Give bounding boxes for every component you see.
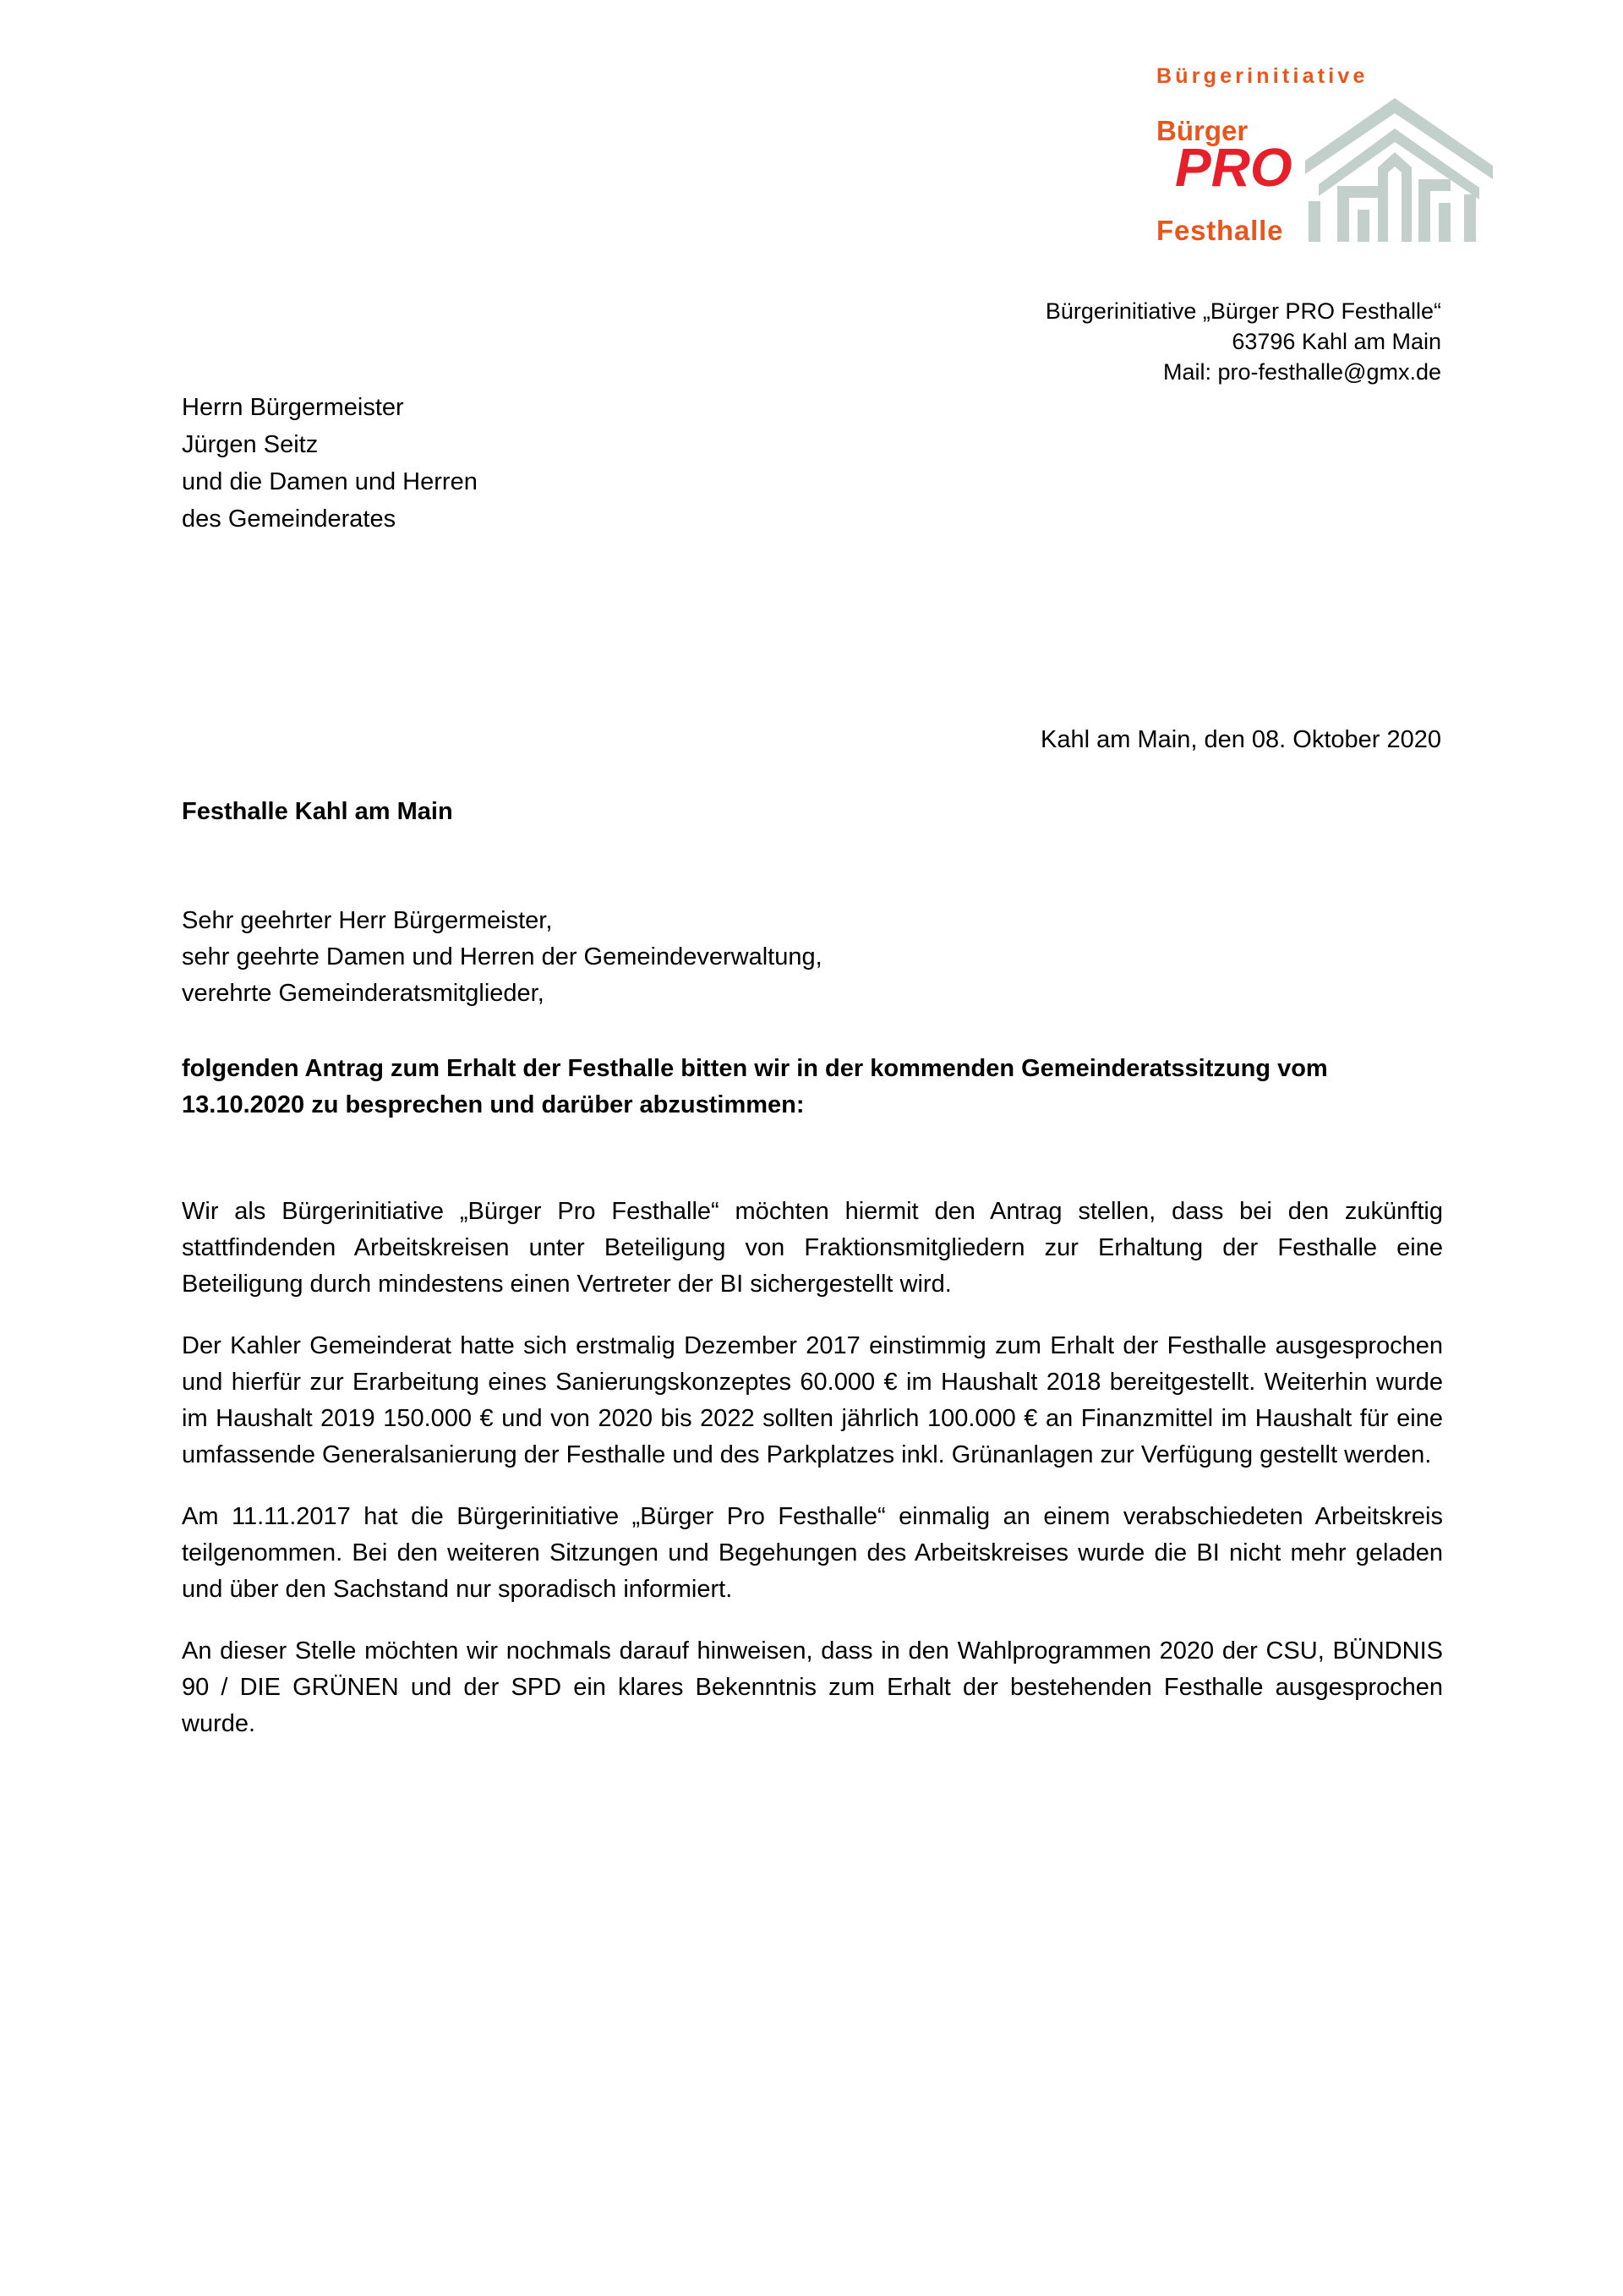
body-paragraph-3: Am 11.11.2017 hat die Bürgerinitiative „Bürger Pro Festhalle“ einmalig an einem verabschiedeten Arbeitskreis teilgenommen. Bei den weiteren Sitzungen und Begehungen des Arbeitskreises wurde die BI nicht mehr geladen und über den Sachstand nur sporadisch informiert. [182, 1503, 1443, 1603]
sender-line-mail: Mail: pro-festhalle@gmx.de [1162, 359, 1441, 385]
organisation-logo [1156, 66, 1495, 260]
salutation-line-1: Sehr geehrter Herr Bürgermeister, [182, 907, 553, 934]
sender-address [596, 296, 1441, 387]
body-paragraph-4: An dieser Stelle möchten wir nochmals darauf hinweisen, dass in den Wahlprogrammen 2020 der CSU, BÜNDNIS 90 / DIE GRÜNEN und der SPD ein klares Bekenntnis zum Erhalt der bestehenden Festhalle ausgesprochen wurde. [182, 1637, 1443, 1737]
salutation-line-2: sehr geehrte Damen und Herren der Gemeindeverwaltung, [182, 943, 822, 970]
salutation-line-3: verehrte Gemeinderatsmitglieder, [182, 980, 544, 1007]
recipient-line-title: Herrn Bürgermeister [182, 394, 404, 421]
letter-body [182, 1194, 1443, 1742]
recipient-line-name: Jürgen Seitz [182, 431, 319, 458]
salutation [182, 903, 1196, 1012]
logo-text-buerger: Bürger [1156, 115, 1249, 146]
subject-line: Festhalle Kahl am Main [182, 798, 453, 825]
recipient-address [182, 389, 858, 538]
logo-text-pro: PRO [1175, 137, 1292, 198]
body-paragraph-1: Wir als Bürgerinitiative „Bürger Pro Festhalle“ möchten hiermit den Antrag stellen, dass bei den zukünftig stattfindenden Arbeitskreisen unter Beteiligung von Fraktionsmitgliedern zur Erhaltung der Festhalle eine Beteiligung durch mindestens einen Vertreter der BI sichergestellt wird. [182, 1198, 1443, 1298]
date-line: Kahl am Main, den 08. Oktober 2020 [1041, 726, 1441, 753]
logo-text-initiative: Bürgerinitiative [1156, 64, 1369, 88]
sender-line-organisation: Bürgerinitiative „Bürger PRO Festhalle“ [1045, 298, 1441, 324]
sender-line-city: 63796 Kahl am Main [1232, 329, 1441, 354]
logo-text-festhalle: Festhalle [1156, 215, 1284, 246]
festhalle-building-icon [1300, 91, 1495, 248]
request-statement: folgenden Antrag zum Erhalt der Festhalle bitten wir in der kommenden Gemeinderatssitzung vom 13.10.2020 zu besprechen und darüber abzustimmen: [182, 1055, 1328, 1118]
body-paragraph-2: Der Kahler Gemeinderat hatte sich erstmalig Dezember 2017 einstimmig zum Erhalt der Festhalle ausgesprochen und hierfür zur Erarbeitung eines Sanierungskonzeptes 60.000 € im Haushalt 2018 bereitgestellt. Weiterhin wurde im Haushalt 2019 150.000 € und von 2020 bis 2022 sollten jährlich 100.000 € an Finanzmittel im Haushalt für eine umfassende Generalsanierung der Festhalle und des Parkplatzes inkl. Grünanlagen zur Verfügung gestellt werden. [182, 1332, 1443, 1468]
recipient-line-council-2: des Gemeinderates [182, 506, 396, 533]
recipient-line-council-1: und die Damen und Herren [182, 468, 478, 495]
